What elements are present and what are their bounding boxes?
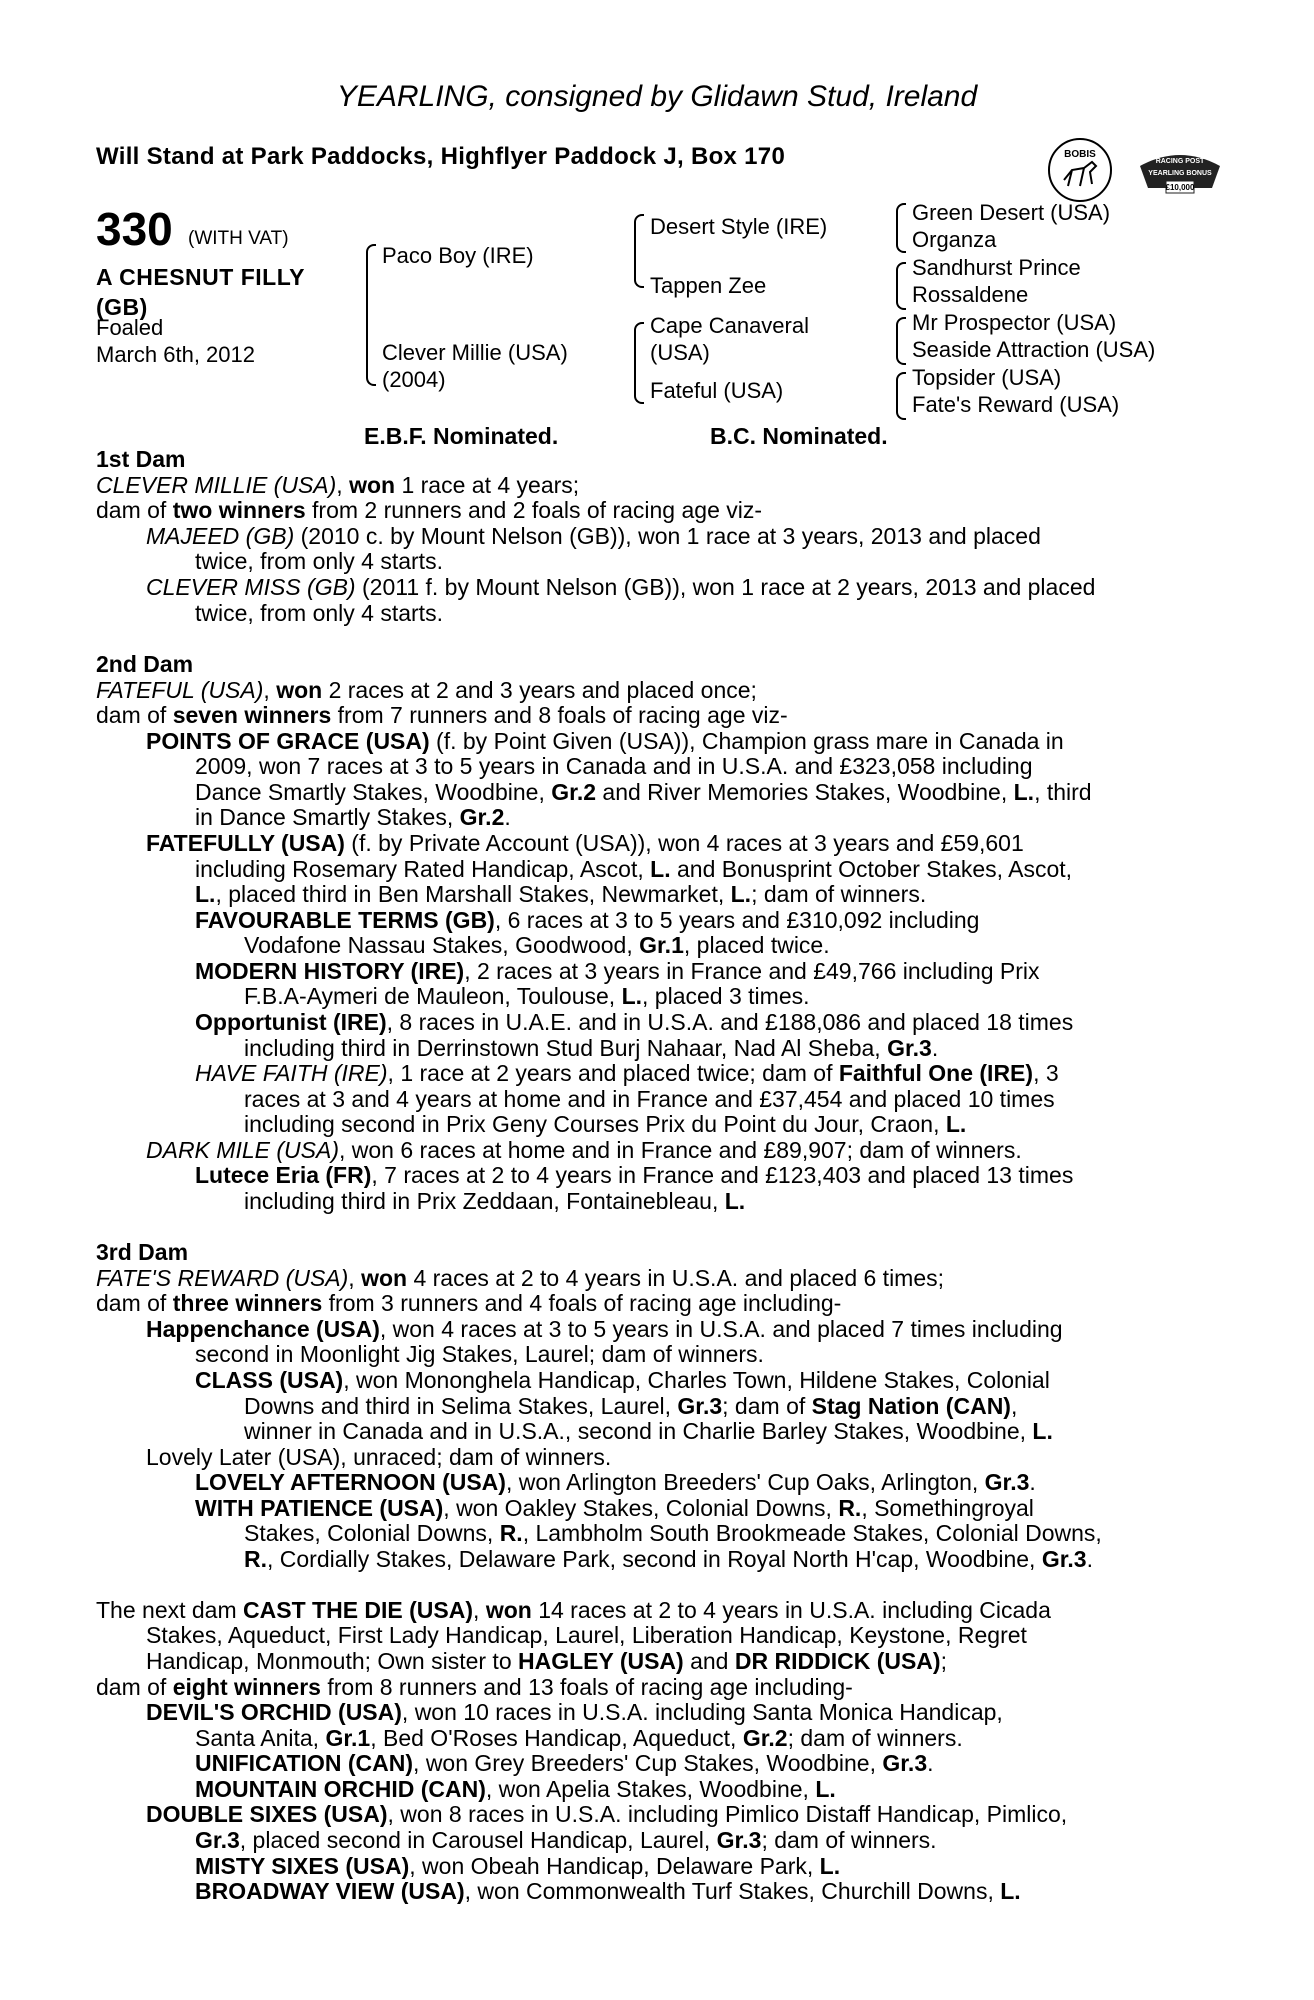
third-dam-line: Lovely Later (USA), unraced; dam of winners. xyxy=(146,1444,612,1470)
pedigree-ssd: Organza xyxy=(912,227,997,252)
second-dam-title: 2nd Dam xyxy=(96,651,194,677)
next-dam-line: DOUBLE SIXES (USA), won 8 races in U.S.A. including Pimlico Distaff Handicap, Pimlico, xyxy=(146,1801,1068,1827)
next-dam-line: Handicap, Monmouth; Own sister to HAGLEY (USA) and DR RIDDICK (USA); xyxy=(146,1648,947,1674)
brace-sire xyxy=(634,214,644,288)
third-dam-line: WITH PATIENCE (USA), won Oakley Stakes, Colonial Downs, R., Somethingroyal xyxy=(195,1495,1034,1521)
second-dam-line: races at 3 and 4 years at home and in France and £37,454 and placed 10 times xyxy=(244,1086,1055,1112)
second-dam-line: including Rosemary Rated Handicap, Ascot, L. and Bonusprint October Stakes, Ascot, xyxy=(195,856,1073,882)
pedigree-ddd: Fate's Reward (USA) xyxy=(912,392,1120,417)
svg-text:YEARLING BONUS: YEARLING BONUS xyxy=(1148,170,1212,177)
second-dam-line: including second in Prix Geny Courses Prix du Point du Jour, Craon, L. xyxy=(244,1111,967,1137)
next-dam-line: The next dam CAST THE DIE (USA), won 14 races at 2 to 4 years in U.S.A. including Cicada xyxy=(96,1597,1051,1623)
lot-number: 330 xyxy=(96,203,173,255)
pedigree-dds: Topsider (USA) xyxy=(912,365,1062,390)
foaled-date: March 6th, 2012 xyxy=(96,342,255,367)
pedigree-sds: Sandhurst Prince xyxy=(912,255,1081,280)
next-dam-line: Santa Anita, Gr.1, Bed O'Roses Handicap, Aqueduct, Gr.2; dam of winners. xyxy=(195,1725,963,1751)
first-dam-line: CLEVER MISS (GB) (2011 f. by Mount Nelson (GB)), won 1 race at 2 years, 2013 and placed xyxy=(146,574,1096,600)
second-dam-line: HAVE FAITH (IRE), 1 race at 2 years and placed twice; dam of Faithful One (IRE), 3 xyxy=(195,1060,1059,1086)
next-dam-line: Gr.3, placed second in Carousel Handicap, Laurel, Gr.3; dam of winners. xyxy=(195,1827,937,1853)
second-dam-line: 2009, won 7 races at 3 to 5 years in Canada and in U.S.A. and £323,058 including xyxy=(195,753,1033,779)
pedigree-sss: Green Desert (USA) xyxy=(912,200,1111,225)
second-dam-line: Lutece Eria (FR), 7 races at 2 to 4 years in France and £123,403 and placed 13 times xyxy=(195,1162,1074,1188)
bc-nominated: B.C. Nominated. xyxy=(710,423,888,449)
first-dam-line: twice, from only 4 starts. xyxy=(195,600,443,626)
vat-label: (WITH VAT) xyxy=(188,228,289,249)
third-dam-line: CLASS (USA), won Mononghela Handicap, Charles Town, Hildene Stakes, Colonial xyxy=(195,1367,1050,1393)
next-dam-line: Stakes, Aqueduct, First Lady Handicap, Laurel, Liberation Handicap, Keystone, Regret xyxy=(146,1622,1027,1648)
third-dam-line: LOVELY AFTERNOON (USA), won Arlington Breeders' Cup Oaks, Arlington, Gr.3. xyxy=(195,1469,1036,1495)
next-dam-line: UNIFICATION (CAN), won Grey Breeders' Cup Stakes, Woodbine, Gr.3. xyxy=(195,1750,934,1776)
stand-location: Will Stand at Park Paddocks, Highflyer Paddock J, Box 170 xyxy=(96,143,786,170)
sex-line: A CHESNUT FILLY xyxy=(96,264,305,290)
svg-text:BOBIS: BOBIS xyxy=(1064,149,1096,160)
dam-dam: Fateful (USA) xyxy=(650,378,784,403)
dam-sire-line2: (USA) xyxy=(650,340,710,365)
second-dam-line: FATEFULLY (USA) (f. by Private Account (USA)), won 4 races at 3 years and £59,601 xyxy=(146,830,1024,856)
pedigree-sdd: Rossaldene xyxy=(912,282,1029,307)
bobis-logo xyxy=(1048,138,1112,202)
second-dam-line: in Dance Smartly Stakes, Gr.2. xyxy=(195,804,511,830)
third-dam-line: winner in Canada and in U.S.A., second in Charlie Barley Stakes, Woodbine, L. xyxy=(244,1418,1053,1444)
sire: Paco Boy (IRE) xyxy=(382,243,534,268)
foaled-label: Foaled xyxy=(96,315,164,340)
svg-text:£10,000: £10,000 xyxy=(1165,183,1195,192)
second-dam-line: L., placed third in Ben Marshall Stakes, Newmarket, L.; dam of winners. xyxy=(195,881,927,907)
next-dam-line: DEVIL'S ORCHID (USA), won 10 races in U.S.A. including Santa Monica Handicap, xyxy=(146,1699,1003,1725)
brace-dd xyxy=(896,372,906,420)
second-dam-line: DARK MILE (USA), won 6 races at home and in France and £89,907; dam of winners. xyxy=(146,1137,1022,1163)
second-dam-line: F.B.A-Aymeri de Mauleon, Toulouse, L., placed 3 times. xyxy=(244,983,810,1009)
second-dam-line: including third in Derrinstown Stud Burj Nahaar, Nad Al Sheba, Gr.3. xyxy=(244,1035,939,1061)
first-dam-line: MAJEED (GB) (2010 c. by Mount Nelson (GB)), won 1 race at 3 years, 2013 and placed xyxy=(146,523,1041,549)
brace-dam xyxy=(634,322,644,404)
brace-ss xyxy=(896,203,906,253)
first-dam-line: CLEVER MILLIE (USA), won 1 race at 4 years; xyxy=(96,472,580,498)
sire-dam: Tappen Zee xyxy=(650,273,767,298)
third-dam-line: Downs and third in Selima Stakes, Laurel, Gr.3; dam of Stag Nation (CAN), xyxy=(244,1393,1018,1419)
next-dam-line: BROADWAY VIEW (USA), won Commonwealth Turf Stakes, Churchill Downs, L. xyxy=(195,1878,1021,1904)
first-dam-title: 1st Dam xyxy=(96,446,186,472)
second-dam-line: dam of seven winners from 7 runners and 8 foals of racing age viz- xyxy=(96,702,788,728)
second-dam-line: Opportunist (IRE), 8 races in U.A.E. and in U.S.A. and £188,086 and placed 18 times xyxy=(195,1009,1074,1035)
lot-description xyxy=(96,262,305,322)
first-dam-line: dam of two winners from 2 runners and 2 foals of racing age viz- xyxy=(96,497,763,523)
third-dam-line: Stakes, Colonial Downs, R., Lambholm South Brookmeade Stakes, Colonial Downs, xyxy=(244,1520,1102,1546)
bobis-horse-icon xyxy=(1050,140,1110,200)
racing-post-bonus-logo xyxy=(1138,148,1222,196)
next-dam-line: MOUNTAIN ORCHID (CAN), won Apelia Stakes, Woodbine, L. xyxy=(195,1776,836,1802)
third-dam-line: FATE'S REWARD (USA), won 4 races at 2 to 4 years in U.S.A. and placed 6 times; xyxy=(96,1265,945,1291)
second-dam-line: Dance Smartly Stakes, Woodbine, Gr.2 and River Memories Stakes, Woodbine, L., third xyxy=(195,779,1092,805)
next-dam-line: dam of eight winners from 8 runners and 13 foals of racing age including- xyxy=(96,1674,853,1700)
svg-text:RACING POST: RACING POST xyxy=(1155,158,1205,165)
next-dam-line: MISTY SIXES (USA), won Obeah Handicap, Delaware Park, L. xyxy=(195,1853,841,1879)
dam-sire-line1: Cape Canaveral xyxy=(650,313,809,338)
racing-post-badge-icon xyxy=(1138,148,1222,196)
country-line: (GB) xyxy=(96,294,148,320)
third-dam-line: dam of three winners from 3 runners and 4 foals of racing age including- xyxy=(96,1290,842,1316)
second-dam-line: POINTS OF GRACE (USA) (f. by Point Given (USA)), Champion grass mare in Canada in xyxy=(146,728,1064,754)
third-dam-line: second in Moonlight Jig Stakes, Laurel; dam of winners. xyxy=(195,1341,764,1367)
second-dam-line: including third in Prix Zeddaan, Fontainebleau, L. xyxy=(244,1188,746,1214)
ebf-nominated: E.B.F. Nominated. xyxy=(364,423,559,449)
pedigree-dsd: Seaside Attraction (USA) xyxy=(912,337,1156,362)
brace-gen1 xyxy=(366,244,376,386)
dam-line1: Clever Millie (USA) xyxy=(382,340,568,365)
sire-sire: Desert Style (IRE) xyxy=(650,214,828,239)
second-dam-line: FATEFUL (USA), won 2 races at 2 and 3 years and placed once; xyxy=(96,677,757,703)
pedigree-dss: Mr Prospector (USA) xyxy=(912,310,1117,335)
third-dam-line: R., Cordially Stakes, Delaware Park, second in Royal North H'cap, Woodbine, Gr.3. xyxy=(244,1546,1093,1572)
brace-sd xyxy=(896,262,906,310)
third-dam-title: 3rd Dam xyxy=(96,1239,189,1265)
third-dam-line: Happenchance (USA), won 4 races at 3 to 5 years in U.S.A. and placed 7 times including xyxy=(146,1316,1063,1342)
second-dam-line: Vodafone Nassau Stakes, Goodwood, Gr.1, placed twice. xyxy=(244,932,830,958)
first-dam-line: twice, from only 4 starts. xyxy=(195,548,443,574)
dam-line2: (2004) xyxy=(382,367,446,392)
second-dam-line: MODERN HISTORY (IRE), 2 races at 3 years in France and £49,766 including Prix xyxy=(195,958,1040,984)
brace-ds xyxy=(896,317,906,365)
page-title: YEARLING, consigned by Glidawn Stud, Ireland xyxy=(336,80,978,113)
second-dam-line: FAVOURABLE TERMS (GB), 6 races at 3 to 5 years and £310,092 including xyxy=(195,907,980,933)
